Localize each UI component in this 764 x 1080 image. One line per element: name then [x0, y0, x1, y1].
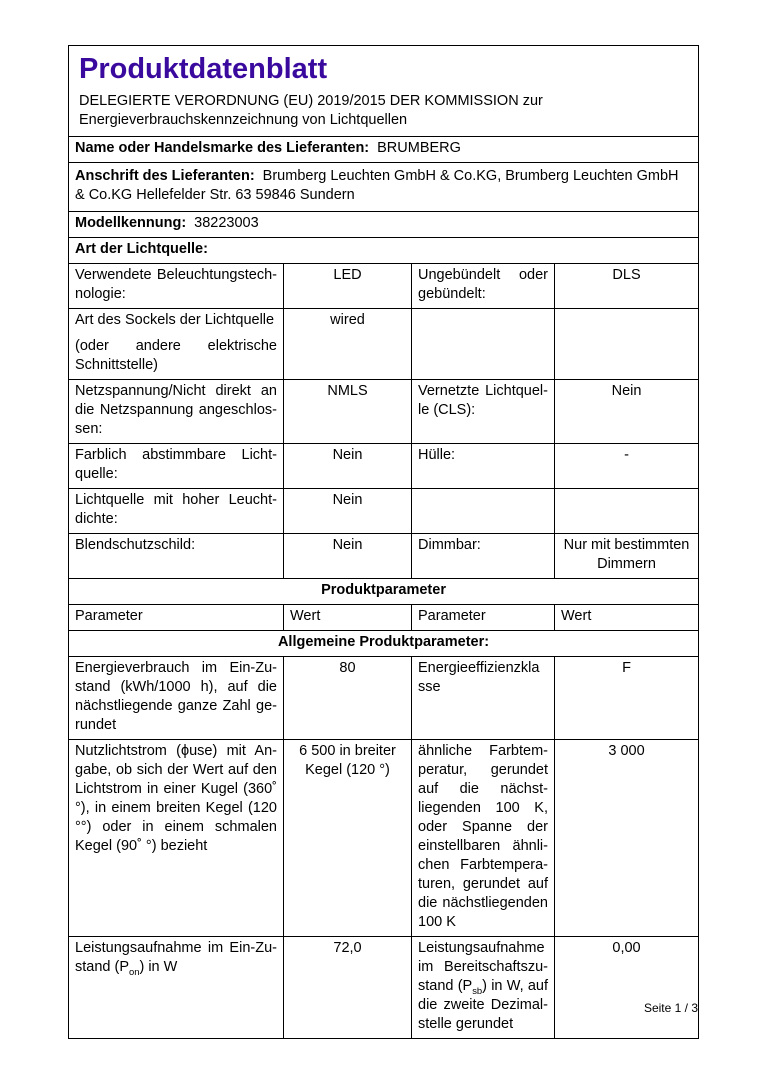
param-cell: Ungebündelt oder gebündelt: — [412, 264, 555, 309]
model-value: 38223003 — [194, 215, 259, 232]
value-cell: Nein — [284, 489, 412, 534]
product-heading: Produktparameter — [69, 579, 699, 605]
table-row — [69, 489, 699, 534]
table-row — [69, 739, 699, 936]
value-cell: 6 500 in breiter Kegel (120 °) — [284, 739, 412, 936]
table-row — [69, 444, 699, 489]
param-cell: ähnliche Farbtemperatur, gerundet auf die nächstliegenden 100 K, oder Spanne der einstellbaren ähnlichen Farbtemperaturen, gerundet auf die nächstliegenden 100 K — [412, 739, 555, 936]
param-cell: Verwendete Beleuchtungstechnologie: — [69, 264, 284, 309]
supplier-address-cell — [69, 163, 699, 212]
value-cell: 3 000 — [555, 739, 699, 936]
value-cell: Nur mit bestimmten Dimmern — [555, 534, 699, 579]
document-title: Produktdatenblatt — [79, 53, 328, 85]
table-row — [69, 380, 699, 444]
param-cell: Farblich abstimmbare Lichtquelle: — [69, 444, 284, 489]
column-header-row — [69, 605, 699, 631]
product-heading-row — [69, 579, 699, 605]
value-cell: 0,00 — [555, 936, 699, 1038]
product-subheading: Allgemeine Produktparameter: — [69, 630, 699, 656]
value-cell: Nein — [284, 444, 412, 489]
supplier-address-value: Brumberg Leuchten GmbH & Co.KG, Brumberg Leuchten GmbH & Co.KG Hellefelder Str. 63 59846 Sundern — [75, 168, 679, 204]
param-cell: Energieverbrauch im Ein-Zustand (kWh/1000 h), auf die nächstliegende ganze Zahl gerundet — [69, 656, 284, 739]
table-row — [69, 534, 699, 579]
value-cell — [555, 489, 699, 534]
supplier-name-row — [69, 137, 699, 163]
param-cell: Netzspannung/Nicht direkt an die Netzspannung angeschlossen: — [69, 380, 284, 444]
table-row — [69, 936, 699, 1038]
param-cell — [69, 309, 284, 380]
light-section-heading: Art der Lichtquelle: — [69, 238, 699, 264]
value-cell: Nein — [555, 380, 699, 444]
param-cell: Leistungsaufnahme im Ein-Zustand $(P_{on})$ in W — [69, 936, 284, 1038]
param-cell — [412, 489, 555, 534]
param-cell: Vernetzte Lichtquelle (CLS): — [412, 380, 555, 444]
table-row — [69, 309, 699, 380]
param-cell: Dimmbar: — [412, 534, 555, 579]
column-header-parameter-1: Parameter — [69, 605, 284, 631]
title-cell — [69, 46, 699, 137]
page-number: Seite 1 / 3 — [643, 1001, 698, 1015]
param-cell: Leistungsaufnahme im Bereitschaftszustand $(P_{sb})$ in W, auf die zweite Dezimalstelle gerundet — [412, 936, 555, 1038]
value-cell: DLS — [555, 264, 699, 309]
table-row — [69, 264, 699, 309]
table-row — [69, 656, 699, 739]
value-cell: - — [555, 444, 699, 489]
value-cell: LED — [284, 264, 412, 309]
model-cell — [69, 212, 699, 238]
regulation-subtitle: DELEGIERTE VERORDNUNG (EU) 2019/2015 DER KOMMISSION zur Energieverbrauchskennzeichnung von Lichtquellen — [79, 93, 543, 129]
value-cell: 72,0 — [284, 936, 412, 1038]
column-header-wert-2: Wert — [555, 605, 699, 631]
value-cell — [555, 309, 699, 380]
param-cell: Blendschutzschild: — [69, 534, 284, 579]
model-row — [69, 212, 699, 238]
value-cell: F — [555, 656, 699, 739]
param-line-2: (oder andere elektrische Schnittstelle) — [75, 338, 277, 374]
param-cell: Lichtquelle mit hoher Leuchtdichte: — [69, 489, 284, 534]
supplier-name-cell — [69, 137, 699, 163]
light-section-heading-row — [69, 238, 699, 264]
value-cell: Nein — [284, 534, 412, 579]
value-cell: 80 — [284, 656, 412, 739]
param-cell: Nutzlichtstrom (ϕuse) mit Angabe, ob sich der Wert auf den Lichtstrom in einer Kugel (360˚ °), in einem breiten Kegel (120 °°) oder in einem schmalen Kegel (90˚ °) bezieht — [69, 739, 284, 936]
param-line-1: Art des Sockels der Lichtquelle — [75, 312, 275, 329]
supplier-address-label: Anschrift des Lieferanten: — [75, 168, 255, 185]
title-row — [69, 46, 699, 137]
param-cell: Energieeffizienzklasse — [412, 656, 555, 739]
datasheet-table — [68, 45, 699, 1039]
value-cell: wired — [284, 309, 412, 380]
param-cell: Hülle: — [412, 444, 555, 489]
supplier-name-value: BRUMBERG — [377, 140, 461, 157]
product-subheading-row — [69, 630, 699, 656]
supplier-address-row — [69, 163, 699, 212]
supplier-name-label: Name oder Handelsmarke des Lieferanten: — [75, 140, 370, 157]
model-label: Modellkennung: — [75, 215, 187, 232]
value-cell: NMLS — [284, 380, 412, 444]
column-header-parameter-2: Parameter — [412, 605, 555, 631]
param-cell — [412, 309, 555, 380]
column-header-wert-1: Wert — [284, 605, 412, 631]
